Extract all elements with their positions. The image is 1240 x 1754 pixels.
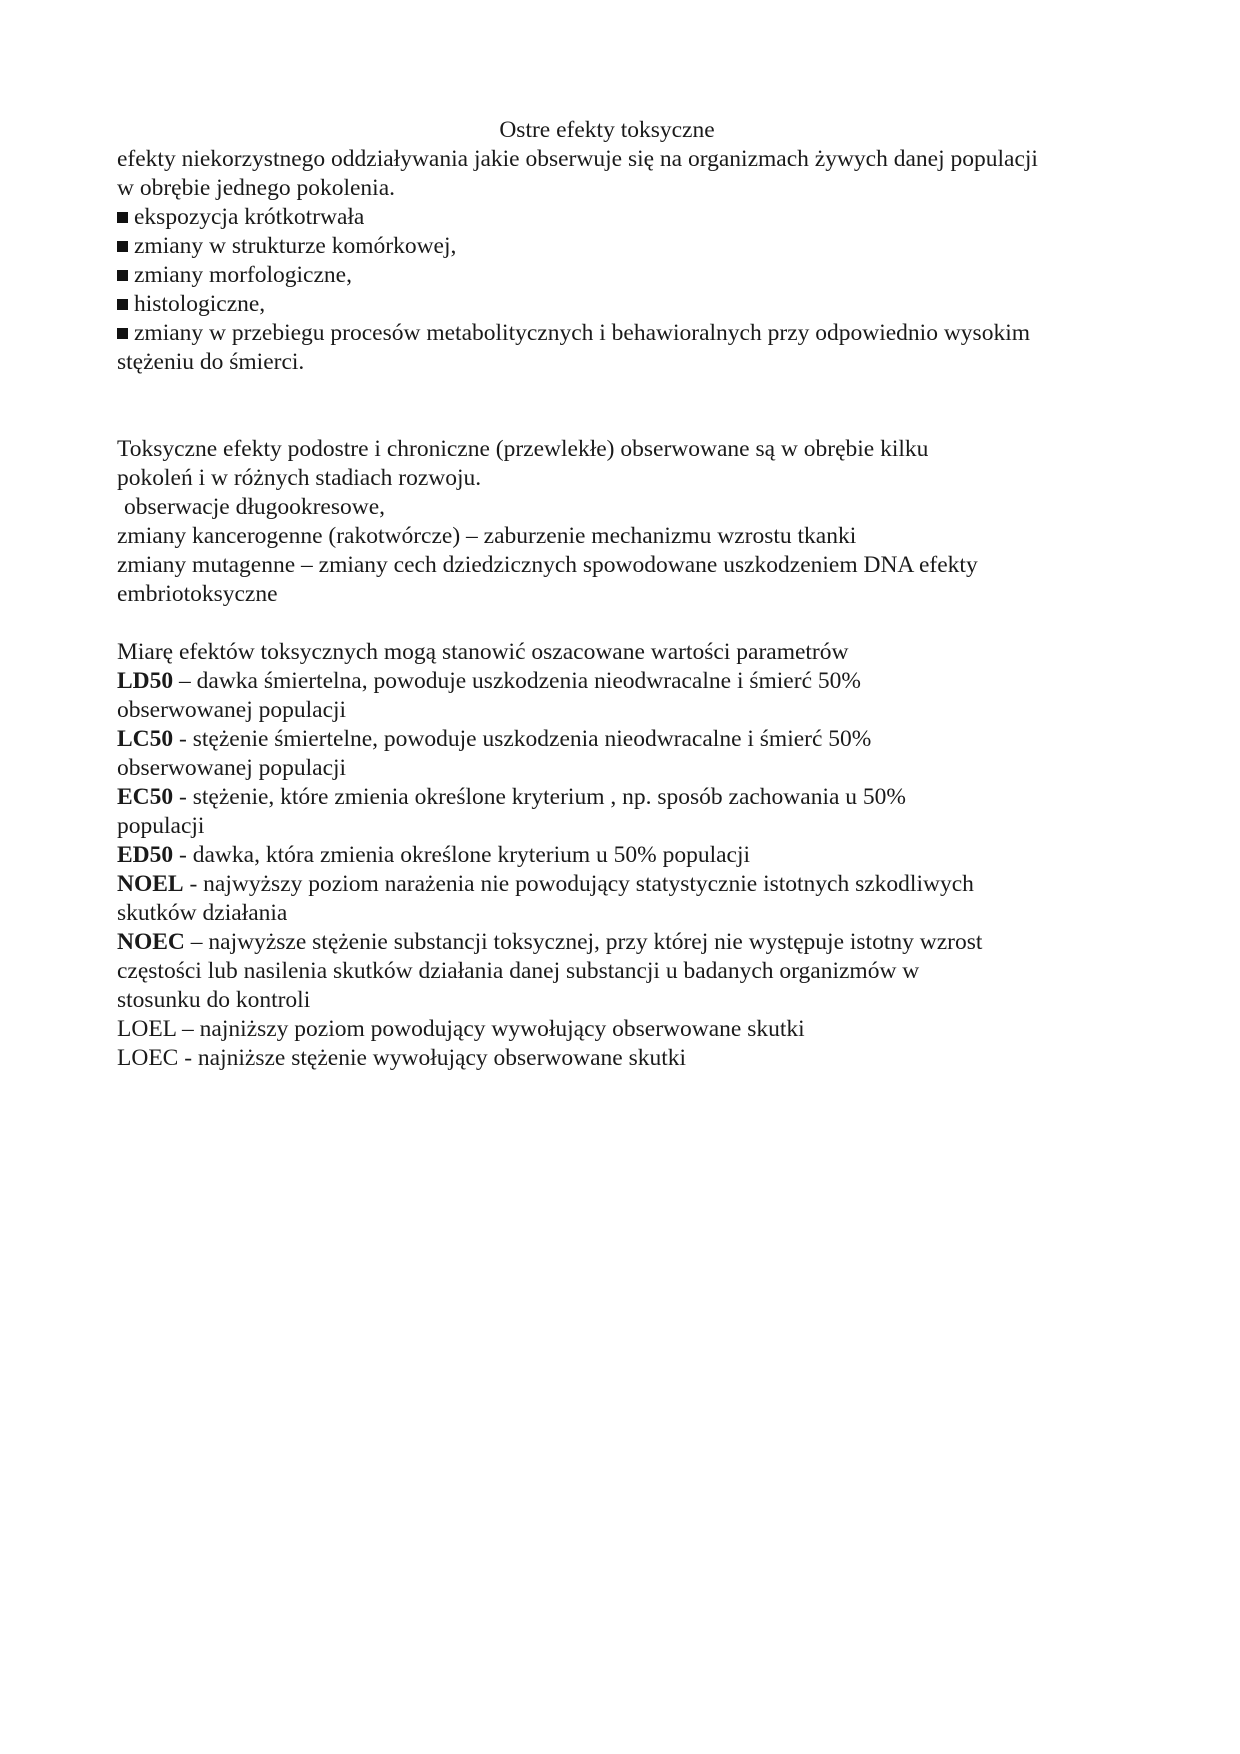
measure-description: - stężenie, które zmienia określone kryterium , np. sposób zachowania u 50% [173, 784, 906, 810]
chronic-line: pokoleń i w różnych stadiach rozwoju. [117, 465, 482, 491]
measure-term: NOEC [117, 929, 185, 955]
measure-term: LD50 [117, 668, 174, 694]
square-bullet-icon [117, 299, 128, 310]
bullet-text: zmiany w strukturze komórkowej, [134, 233, 457, 259]
measure-term: NOEL [117, 871, 184, 897]
measure-continuation: częstości lub nasilenia skutków działania danej substancji u badanych organizmów w [117, 958, 920, 984]
square-bullet-icon [117, 328, 128, 339]
document-title: Ostre efekty toksyczne [499, 117, 715, 143]
measure-line [117, 783, 1117, 812]
plain-measure-line: LOEC - najniższe stężenie wywołujący obserwowane skutki [117, 1045, 687, 1071]
chronic-line: embriotoksyczne [117, 581, 278, 607]
spacer [117, 609, 1117, 638]
bullet-text: ekspozycja krótkotrwała [134, 204, 365, 230]
measure-entry [117, 783, 1117, 841]
measure-description: – najwyższe stężenie substancji toksycznej, przy której nie występuje istotny wzrost [184, 929, 983, 955]
measure-description: - najwyższy poziom narażenia nie powodujący statystycznie istotnych szkodliwych [183, 871, 974, 897]
measure-continuation: populacji [117, 813, 205, 839]
measure-line [117, 725, 1117, 754]
measure-continuation: skutków działania [117, 900, 288, 926]
measure-entry [117, 928, 1117, 1015]
measure-continuation: obserwowanej populacji [117, 755, 347, 781]
square-bullet-icon [117, 270, 128, 281]
bullet-item [117, 232, 1117, 261]
measures-intro: Miarę efektów toksycznych mogą stanowić oszacowane wartości parametrów [117, 639, 849, 665]
plain-measure-line: LOEL – najniższy poziom powodujący wywołujący obserwowane skutki [117, 1016, 805, 1042]
measure-term: ED50 [117, 842, 174, 868]
document-content [117, 116, 1117, 1073]
measure-entry [117, 725, 1117, 783]
measure-description: - stężenie śmiertelne, powoduje uszkodzenia nieodwracalne i śmierć 50% [173, 726, 872, 752]
intro-line: w obrębie jednego pokolenia. [117, 175, 395, 201]
intro-paragraph [117, 145, 1117, 203]
bullet-item [117, 261, 1117, 290]
bullet-item [117, 203, 1117, 232]
measure-line [117, 841, 1117, 870]
chronic-line: obserwacje długookresowe, [124, 494, 386, 520]
measure-term: LC50 [117, 726, 174, 752]
measure-entry [117, 841, 1117, 870]
square-bullet-icon [117, 241, 128, 252]
chronic-line: zmiany kancerogenne (rakotwórcze) – zaburzenie mechanizmu wzrostu tkanki [117, 523, 857, 549]
bullet-item [117, 319, 1117, 348]
intro-line: efekty niekorzystnego oddziaływania jakie obserwuje się na organizmach żywych danej populacji [117, 146, 1038, 172]
measure-entry [117, 667, 1117, 725]
square-bullet-icon [117, 212, 128, 223]
measure-continuation: obserwowanej populacji [117, 697, 347, 723]
bullet-text: histologiczne, [134, 291, 266, 317]
measure-line [117, 667, 1117, 696]
measure-line [117, 870, 1117, 899]
bullet-continuation: stężeniu do śmierci. [117, 349, 305, 375]
chronic-line: zmiany mutagenne – zmiany cech dziedzicznych spowodowane uszkodzeniem DNA efekty [117, 552, 978, 578]
measure-description: - dawka, która zmienia określone kryterium u 50% populacji [173, 842, 751, 868]
measure-entry [117, 870, 1117, 928]
spacer [117, 377, 1117, 435]
measure-description: – dawka śmiertelna, powoduje uszkodzenia nieodwracalne i śmierć 50% [173, 668, 861, 694]
measure-continuation: stosunku do kontroli [117, 987, 311, 1013]
bullet-item [117, 290, 1117, 319]
bullet-text: zmiany w przebiegu procesów metabolitycznych i behawioralnych przy odpowiednio wysokim [134, 320, 1031, 346]
bullet-text: zmiany morfologiczne, [134, 262, 352, 288]
measure-line [117, 928, 1117, 957]
chronic-line: Toksyczne efekty podostre i chroniczne (przewlekłe) obserwowane są w obrębie kilku [117, 436, 929, 462]
measures-section [117, 638, 1117, 1073]
chronic-effects-paragraph [117, 435, 1117, 609]
bullet-list [117, 203, 1117, 377]
measure-term: EC50 [117, 784, 174, 810]
